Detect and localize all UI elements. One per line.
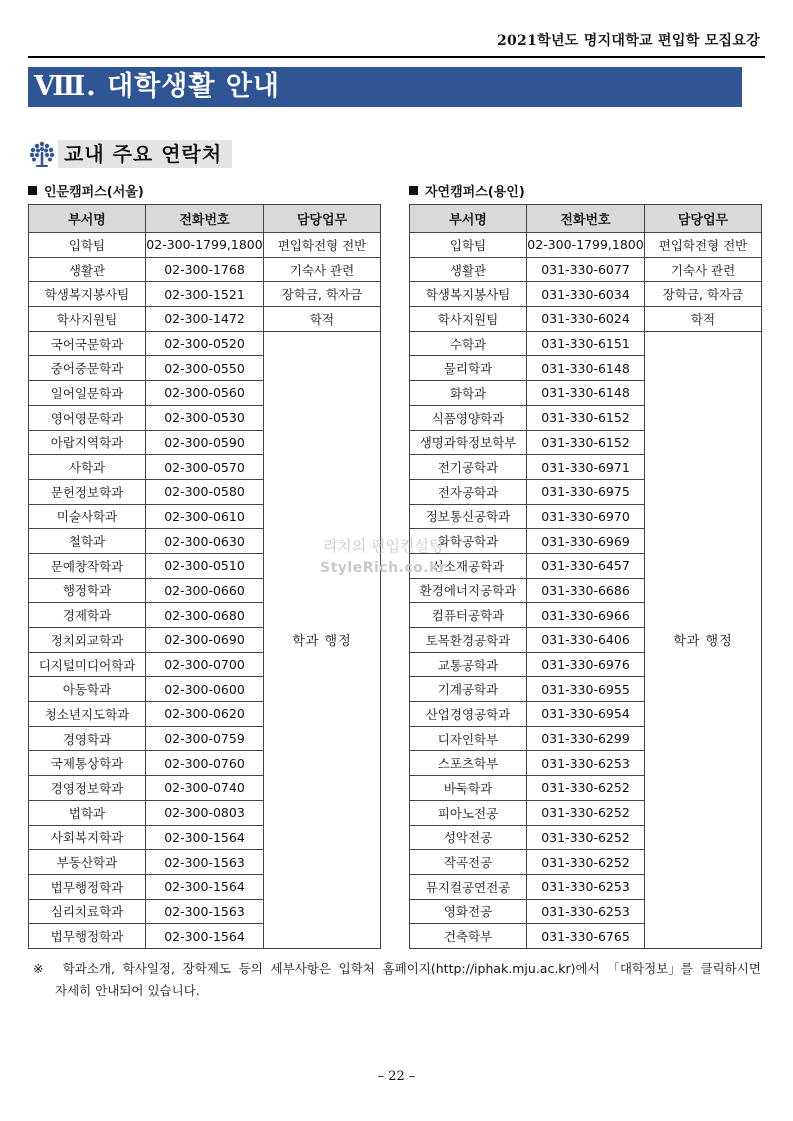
department-cell: 교통공학과 xyxy=(410,652,527,677)
department-cell: 심리치료학과 xyxy=(29,899,146,924)
department-cell: 작곡전공 xyxy=(410,850,527,875)
table-row xyxy=(29,233,381,258)
phone-cell: 02-300-1564 xyxy=(146,825,264,850)
phone-cell: 031-330-6077 xyxy=(527,257,645,282)
department-cell: 영화전공 xyxy=(410,899,527,924)
phone-cell: 02-300-0760 xyxy=(146,751,264,776)
phone-cell: 031-330-6253 xyxy=(527,751,645,776)
campus-title-seoul xyxy=(28,181,144,200)
duty-cell: 편입학전형 전반 xyxy=(264,233,381,258)
phone-cell: 031-330-6969 xyxy=(527,529,645,554)
footnote-word: 학사일정, xyxy=(122,961,175,976)
column-header: 전화번호 xyxy=(527,205,645,233)
phone-cell: 02-300-0759 xyxy=(146,726,264,751)
duty-cell: 학적 xyxy=(264,307,381,332)
department-cell: 중어중문학과 xyxy=(29,356,146,381)
square-bullet-icon xyxy=(409,186,418,195)
column-header: 담당업무 xyxy=(264,205,381,233)
table-header-row xyxy=(410,205,762,233)
department-cell: 디자인학부 xyxy=(410,726,527,751)
department-cell: 문예창작학과 xyxy=(29,553,146,578)
department-cell: 전자공학과 xyxy=(410,479,527,504)
campus-title-text: 인문캠퍼스(서울) xyxy=(44,185,144,200)
department-cell: 전기공학과 xyxy=(410,455,527,480)
phone-cell: 02-300-1521 xyxy=(146,282,264,307)
phone-cell: 031-330-6299 xyxy=(527,726,645,751)
square-bullet-icon xyxy=(28,186,37,195)
table-row xyxy=(410,233,762,258)
department-cell: 학사지원팀 xyxy=(29,307,146,332)
department-cell: 아동학과 xyxy=(29,677,146,702)
department-cell: 사회복지학과 xyxy=(29,825,146,850)
phone-cell: 02-300-1564 xyxy=(146,874,264,899)
page-number: – 22 – xyxy=(377,1069,416,1084)
contact-table-seoul xyxy=(28,204,381,949)
phone-cell: 031-330-6457 xyxy=(527,553,645,578)
phone-cell: 02-300-0560 xyxy=(146,381,264,406)
department-cell: 생활관 xyxy=(29,257,146,282)
campus-title-text: 자연캠퍼스(용인) xyxy=(425,185,525,200)
phone-cell: 031-330-6252 xyxy=(527,825,645,850)
phone-cell: 031-330-6253 xyxy=(527,874,645,899)
phone-cell: 02-300-0680 xyxy=(146,603,264,628)
department-cell: 경제학과 xyxy=(29,603,146,628)
duty-merged-cell: 학과 행정 xyxy=(264,331,381,948)
table-header-row xyxy=(29,205,381,233)
footnote-word: 장학제도 xyxy=(182,961,231,976)
department-cell: 정보통신공학과 xyxy=(410,504,527,529)
footnote-word: 등의 xyxy=(238,961,263,976)
department-cell: 아랍지역학과 xyxy=(29,430,146,455)
department-cell: 입학팀 xyxy=(29,233,146,258)
department-cell: 환경에너지공학과 xyxy=(410,578,527,603)
department-cell: 사학과 xyxy=(29,455,146,480)
phone-cell: 031-330-6152 xyxy=(527,405,645,430)
table-row xyxy=(410,331,762,356)
phone-cell: 02-300-0610 xyxy=(146,504,264,529)
department-cell: 경영학과 xyxy=(29,726,146,751)
section-title: 교내 주요 연락처 xyxy=(58,140,232,168)
phone-cell: 02-300-0570 xyxy=(146,455,264,480)
phone-cell: 031-330-6152 xyxy=(527,430,645,455)
phone-cell: 02-300-1563 xyxy=(146,899,264,924)
department-cell: 문헌정보학과 xyxy=(29,479,146,504)
phone-cell: 031-330-6966 xyxy=(527,603,645,628)
duty-cell: 기숙사 관련 xyxy=(645,257,762,282)
reference-mark: ※ xyxy=(33,961,44,976)
phone-cell: 02-300-1799,1800 xyxy=(146,233,264,258)
footnote-word: 클릭하시면 xyxy=(700,961,761,976)
table-row xyxy=(29,307,381,332)
phone-cell: 031-330-6252 xyxy=(527,776,645,801)
contact-table-yongin xyxy=(409,204,762,949)
phone-cell: 02-300-0600 xyxy=(146,677,264,702)
phone-cell: 02-300-0740 xyxy=(146,776,264,801)
department-cell: 학사지원팀 xyxy=(410,307,527,332)
department-cell: 행정학과 xyxy=(29,578,146,603)
phone-cell: 031-330-6955 xyxy=(527,677,645,702)
department-cell: 식품영양학과 xyxy=(410,405,527,430)
department-cell: 뮤지컬공연전공 xyxy=(410,874,527,899)
phone-cell: 02-300-0620 xyxy=(146,702,264,727)
footnote-word: 입학처 xyxy=(338,961,375,976)
department-cell: 피아노전공 xyxy=(410,800,527,825)
watermark-line: 리치의 편입컨설팅 xyxy=(322,537,444,555)
table-row xyxy=(410,282,762,307)
department-cell: 부동산학과 xyxy=(29,850,146,875)
phone-cell: 031-330-6406 xyxy=(527,628,645,653)
phone-cell: 031-330-6686 xyxy=(527,578,645,603)
phone-cell: 031-330-6976 xyxy=(527,652,645,677)
department-cell: 법무행정학과 xyxy=(29,874,146,899)
phone-cell: 02-300-0660 xyxy=(146,578,264,603)
column-header: 부서명 xyxy=(410,205,527,233)
department-cell: 화학공학과 xyxy=(410,529,527,554)
department-cell: 건축학부 xyxy=(410,924,527,949)
department-cell: 토목환경공학과 xyxy=(410,628,527,653)
phone-cell: 031-330-6148 xyxy=(527,356,645,381)
department-cell: 입학팀 xyxy=(410,233,527,258)
phone-cell: 02-300-1768 xyxy=(146,257,264,282)
duty-cell: 장학금, 학자금 xyxy=(645,282,762,307)
footnote-word: 「대학정보」를 xyxy=(607,961,693,976)
header-rule xyxy=(28,56,765,58)
department-cell: 국제통상학과 xyxy=(29,751,146,776)
department-cell: 수학과 xyxy=(410,331,527,356)
column-header: 부서명 xyxy=(29,205,146,233)
table-row xyxy=(29,257,381,282)
phone-cell: 02-300-0520 xyxy=(146,331,264,356)
footnote-word: 학과소개, xyxy=(62,961,115,976)
phone-cell: 02-300-0700 xyxy=(146,652,264,677)
phone-cell: 02-300-0580 xyxy=(146,479,264,504)
phone-cell: 02-300-0530 xyxy=(146,405,264,430)
phone-cell: 02-300-0590 xyxy=(146,430,264,455)
footnote-word: 홈페이지(http://iphak.mju.ac.kr)에서 xyxy=(382,961,600,976)
tree-icon xyxy=(28,140,56,168)
department-cell: 법학과 xyxy=(29,800,146,825)
phone-cell: 031-330-6971 xyxy=(527,455,645,480)
section-heading xyxy=(28,140,232,168)
department-cell: 컴퓨터공학과 xyxy=(410,603,527,628)
department-cell: 미술사학과 xyxy=(29,504,146,529)
department-cell: 바둑학과 xyxy=(410,776,527,801)
table-row xyxy=(410,257,762,282)
column-header: 담당업무 xyxy=(645,205,762,233)
phone-cell: 031-330-6151 xyxy=(527,331,645,356)
duty-cell: 장학금, 학자금 xyxy=(264,282,381,307)
department-cell: 영어영문학과 xyxy=(29,405,146,430)
department-cell: 철학과 xyxy=(29,529,146,554)
phone-cell: 02-300-1472 xyxy=(146,307,264,332)
department-cell: 학생복지봉사팀 xyxy=(410,282,527,307)
department-cell: 경영정보학과 xyxy=(29,776,146,801)
department-cell: 정치외교학과 xyxy=(29,628,146,653)
phone-cell: 02-300-0510 xyxy=(146,553,264,578)
department-cell: 법무행정학과 xyxy=(29,924,146,949)
watermark-line: StyleRich.co.kr xyxy=(320,560,447,576)
department-cell: 물리학과 xyxy=(410,356,527,381)
department-cell: 디지털미디어학과 xyxy=(29,652,146,677)
phone-cell: 02-300-1563 xyxy=(146,850,264,875)
phone-cell: 02-300-1799,1800 xyxy=(527,233,645,258)
duty-cell: 학적 xyxy=(645,307,762,332)
phone-cell: 02-300-0630 xyxy=(146,529,264,554)
phone-cell: 02-300-1564 xyxy=(146,924,264,949)
department-cell: 산업경영공학과 xyxy=(410,702,527,727)
phone-cell: 02-300-0803 xyxy=(146,800,264,825)
running-header: 2021학년도 명지대학교 편입학 모집요강 xyxy=(496,33,760,49)
column-header: 전화번호 xyxy=(146,205,264,233)
department-cell: 생활관 xyxy=(410,257,527,282)
duty-merged-cell: 학과 행정 xyxy=(645,331,762,948)
phone-cell: 031-330-6252 xyxy=(527,850,645,875)
table-row xyxy=(29,331,381,356)
campus-title-yongin xyxy=(409,181,525,200)
phone-cell: 031-330-6765 xyxy=(527,924,645,949)
phone-cell: 031-330-6970 xyxy=(527,504,645,529)
department-cell: 생명과학정보학부 xyxy=(410,430,527,455)
table-row xyxy=(410,307,762,332)
phone-cell: 031-330-6024 xyxy=(527,307,645,332)
department-cell: 일어일문학과 xyxy=(29,381,146,406)
phone-cell: 02-300-0690 xyxy=(146,628,264,653)
department-cell: 국어국문학과 xyxy=(29,331,146,356)
phone-cell: 031-330-6975 xyxy=(527,479,645,504)
footnote-word: 세부사항은 xyxy=(270,961,331,976)
department-cell: 기계공학과 xyxy=(410,677,527,702)
department-cell: 청소년지도학과 xyxy=(29,702,146,727)
chapter-title: Ⅷ. 대학생활 안내 xyxy=(28,67,742,107)
duty-cell: 기숙사 관련 xyxy=(264,257,381,282)
phone-cell: 031-330-6252 xyxy=(527,800,645,825)
phone-cell: 031-330-6954 xyxy=(527,702,645,727)
phone-cell: 031-330-6253 xyxy=(527,899,645,924)
department-cell: 화학과 xyxy=(410,381,527,406)
phone-cell: 02-300-0550 xyxy=(146,356,264,381)
footnote xyxy=(33,958,761,1002)
phone-cell: 031-330-6034 xyxy=(527,282,645,307)
table-row xyxy=(29,282,381,307)
department-cell: 학생복지봉사팀 xyxy=(29,282,146,307)
department-cell: 스포츠학부 xyxy=(410,751,527,776)
footnote-line-2: 자세히 안내되어 있습니다. xyxy=(55,983,200,998)
phone-cell: 031-330-6148 xyxy=(527,381,645,406)
department-cell: 신소재공학과 xyxy=(410,553,527,578)
department-cell: 성악전공 xyxy=(410,825,527,850)
footnote-line-1 xyxy=(33,958,761,980)
duty-cell: 편입학전형 전반 xyxy=(645,233,762,258)
